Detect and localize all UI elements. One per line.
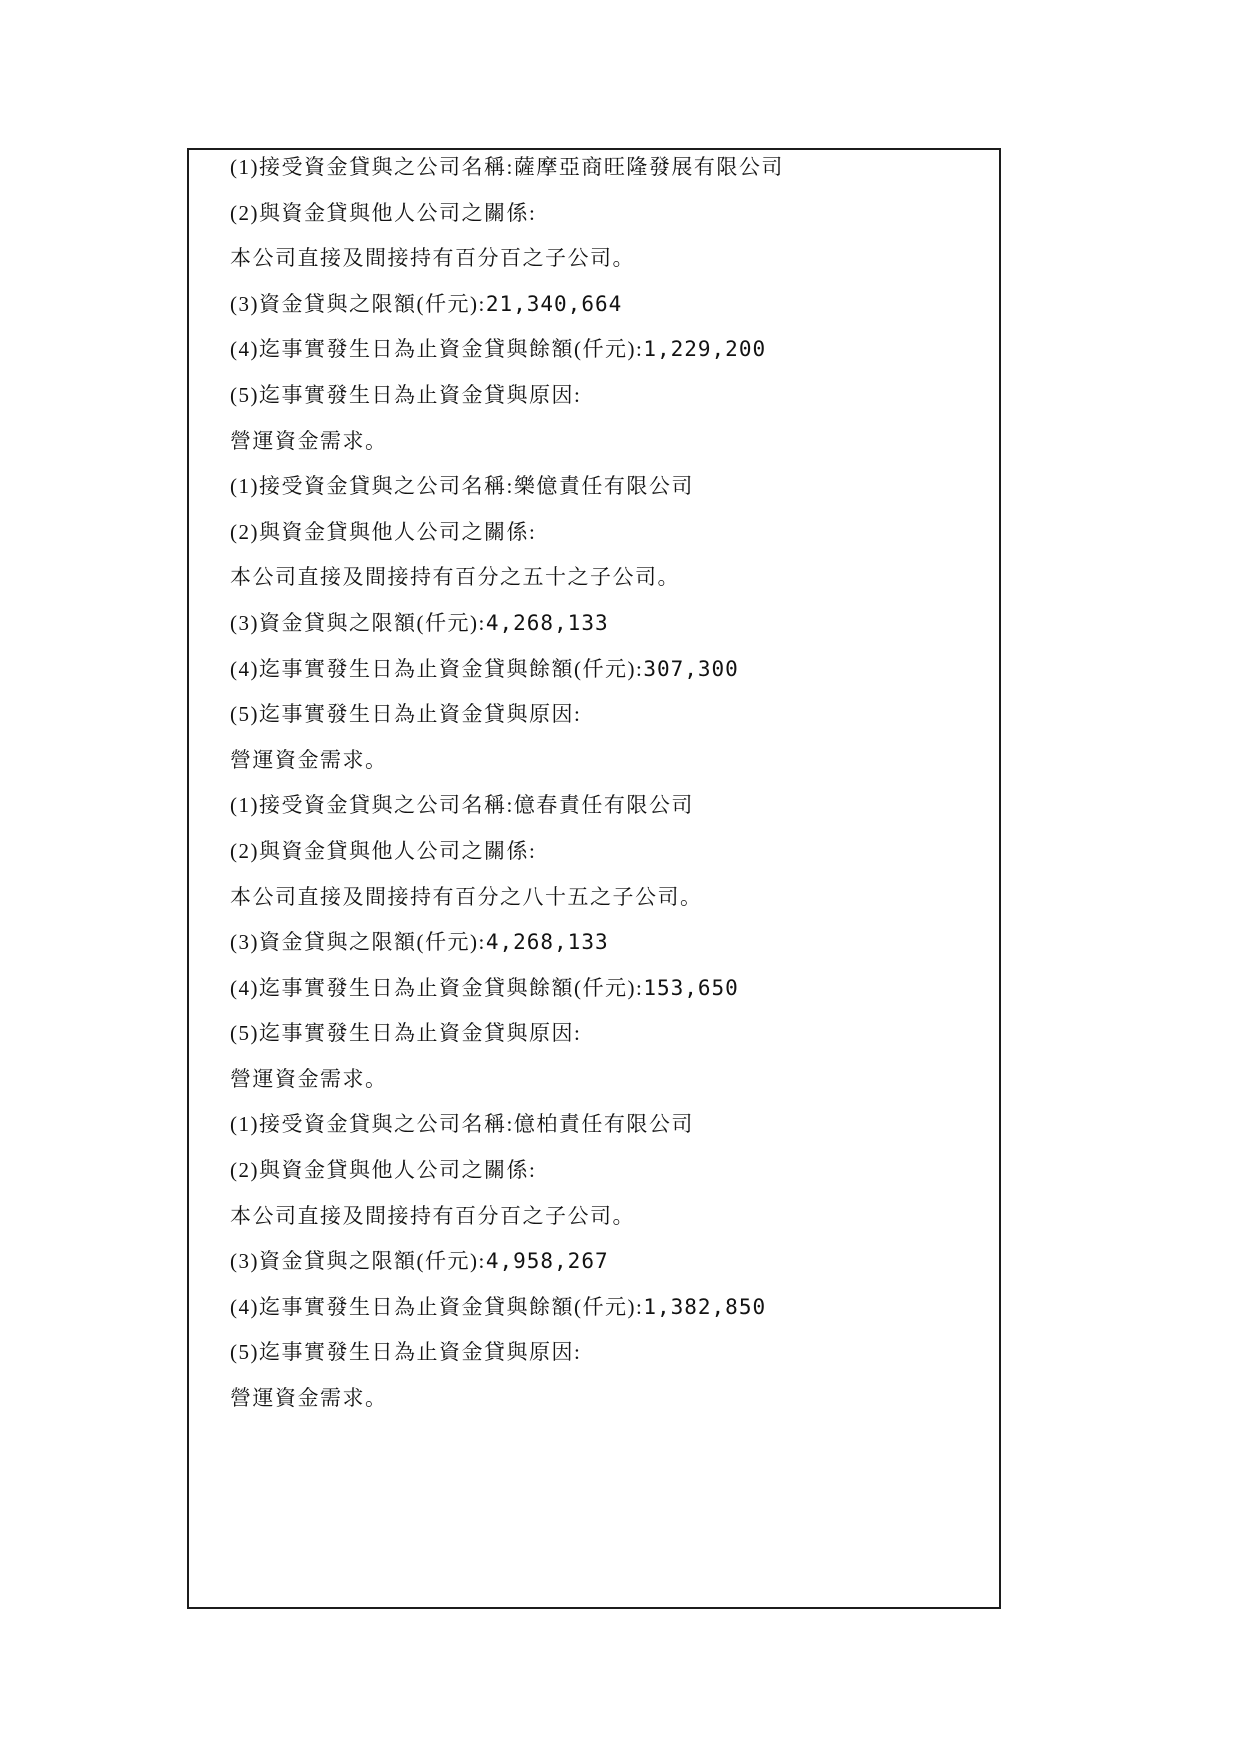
company-name-line <box>230 783 981 829</box>
company-name-label: (1)接受資金貸與之公司名稱: <box>230 1112 514 1137</box>
loan-balance-value: 307,300 <box>643 656 739 681</box>
company-name-line <box>230 464 981 510</box>
relationship-desc-line: 本公司直接及間接持有百分百之子公司。 <box>230 246 635 271</box>
loan-limit-value: 21,340,664 <box>485 291 623 316</box>
company-name-line <box>230 145 981 191</box>
relationship-label-line: (2)與資金貸與他人公司之關係: <box>230 838 537 863</box>
loan-reason-label-line: (5)迄事實發生日為止資金貸與原因: <box>230 1340 582 1365</box>
loan-balance-line <box>230 1285 981 1331</box>
loan-record <box>230 1102 981 1421</box>
relationship-desc-line: 本公司直接及間接持有百分之五十之子公司。 <box>230 565 680 590</box>
loan-reason-label-line: (5)迄事實發生日為止資金貸與原因: <box>230 1021 582 1046</box>
loan-reason-label-line: (5)迄事實發生日為止資金貸與原因: <box>230 382 582 407</box>
loan-balance-label: (4)迄事實發生日為止資金貸與餘額(仟元): <box>230 337 644 362</box>
loan-record <box>230 464 981 783</box>
loan-limit-line <box>230 601 981 647</box>
company-name-line <box>230 1102 981 1148</box>
loan-balance-value: 1,229,200 <box>643 337 767 362</box>
relationship-label-line: (2)與資金貸與他人公司之關係: <box>230 1158 537 1183</box>
loan-balance-line <box>230 966 981 1012</box>
company-name-label: (1)接受資金貸與之公司名稱: <box>230 155 514 179</box>
loan-record <box>230 145 981 464</box>
loan-limit-value: 4,958,267 <box>485 1249 609 1274</box>
disclosure-content <box>189 145 999 1422</box>
loan-balance-value: 1,382,850 <box>643 1294 767 1319</box>
loan-reason-desc-line: 營運資金需求。 <box>230 1066 388 1091</box>
company-name-value: 樂億責任有限公司 <box>513 474 694 499</box>
disclosure-frame <box>187 148 1001 1609</box>
loan-balance-label: (4)迄事實發生日為止資金貸與餘額(仟元): <box>230 1294 644 1319</box>
loan-limit-value: 4,268,133 <box>485 930 609 955</box>
loan-limit-line <box>230 282 981 328</box>
loan-reason-label-line: (5)迄事實發生日為止資金貸與原因: <box>230 702 582 727</box>
relationship-label-line: (2)與資金貸與他人公司之關係: <box>230 200 537 225</box>
loan-limit-label: (3)資金貸與之限額(仟元): <box>230 930 486 955</box>
loan-limit-value: 4,268,133 <box>485 610 609 635</box>
company-name-value: 薩摩亞商旺隆發展有限公司 <box>513 155 784 179</box>
loan-record <box>230 783 981 1102</box>
loan-limit-label: (3)資金貸與之限額(仟元): <box>230 291 486 316</box>
relationship-desc-line: 本公司直接及間接持有百分百之子公司。 <box>230 1203 635 1228</box>
loan-reason-desc-line: 營運資金需求。 <box>230 1386 388 1411</box>
loan-balance-value: 153,650 <box>643 975 739 1000</box>
loan-balance-label: (4)迄事實發生日為止資金貸與餘額(仟元): <box>230 656 644 681</box>
company-name-label: (1)接受資金貸與之公司名稱: <box>230 474 514 499</box>
relationship-label-line: (2)與資金貸與他人公司之關係: <box>230 519 537 544</box>
loan-limit-line <box>230 920 981 966</box>
loan-limit-label: (3)資金貸與之限額(仟元): <box>230 1249 486 1274</box>
loan-reason-desc-line: 營運資金需求。 <box>230 747 388 772</box>
company-name-value: 億春責任有限公司 <box>513 793 694 818</box>
loan-balance-line <box>230 647 981 693</box>
company-name-label: (1)接受資金貸與之公司名稱: <box>230 793 514 818</box>
loan-limit-label: (3)資金貸與之限額(仟元): <box>230 610 486 635</box>
loan-balance-label: (4)迄事實發生日為止資金貸與餘額(仟元): <box>230 975 644 1000</box>
company-name-value: 億柏責任有限公司 <box>513 1112 694 1137</box>
loan-reason-desc-line: 營運資金需求。 <box>230 428 388 453</box>
loan-balance-line <box>230 327 981 373</box>
relationship-desc-line: 本公司直接及間接持有百分之八十五之子公司。 <box>230 884 703 909</box>
loan-limit-line <box>230 1239 981 1285</box>
